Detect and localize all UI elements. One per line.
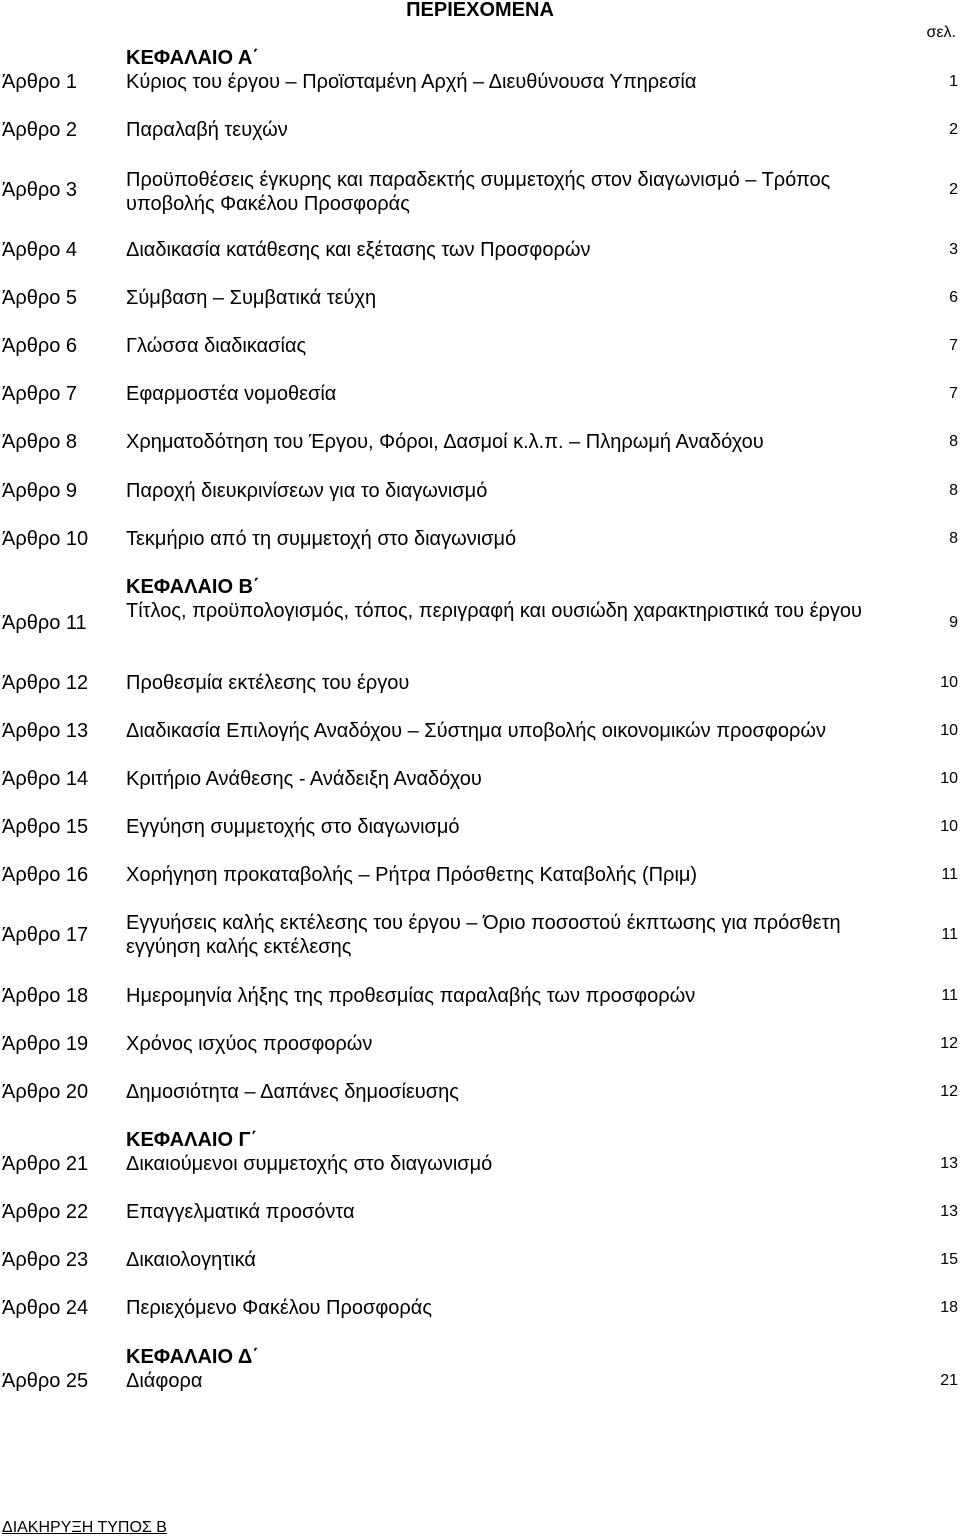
- entry-title: Προθεσμία εκτέλεσης του έργου: [126, 672, 410, 694]
- chapter-heading-b: ΚΕΦΑΛΑΙΟ Β΄: [126, 576, 260, 598]
- entry-title: Δικαιολογητικά: [126, 1249, 256, 1271]
- chapter-heading-d: ΚΕΦΑΛΑΙΟ Δ΄: [126, 1346, 259, 1368]
- article-number: Άρθρο 15: [2, 816, 89, 838]
- page-number: 2: [949, 181, 958, 198]
- entry-title: Κριτήριο Ανάθεσης - Ανάδειξη Αναδόχου: [126, 768, 482, 790]
- article-number: Άρθρο 17: [2, 924, 89, 946]
- entry-title: Κύριος του έργου – Προϊσταμένη Αρχή – Διευθύνουσα Υπηρεσία: [126, 71, 697, 93]
- page-number: 6: [949, 289, 958, 306]
- page-number: 13: [940, 1203, 958, 1220]
- article-number: Άρθρο 11: [2, 612, 87, 634]
- entry-title: Παροχή διευκρινίσεων για το διαγωνισμό: [126, 480, 488, 502]
- page-number: 7: [949, 337, 958, 354]
- article-number: Άρθρο 7: [2, 383, 78, 405]
- entry-title: Γλώσσα διαδικασίας: [126, 335, 307, 357]
- document-footer: ΔΙΑΚΗΡΥΞΗ ΤΥΠΟΣ Β: [2, 1519, 167, 1536]
- page-number: 10: [940, 770, 958, 787]
- entry-title: Χρηματοδότηση του Έργου, Φόροι, Δασμοί κ.λ.π. – Πληρωμή Αναδόχου: [126, 431, 764, 453]
- article-number: Άρθρο 12: [2, 672, 89, 694]
- page-number: 11: [941, 926, 958, 943]
- entry-title: Προϋποθέσεις έγκυρης και παραδεκτής συμμετοχής στον διαγωνισμό – Τρόπος υποβολής Φακέλου Προσφοράς: [126, 169, 831, 215]
- page-number: 11: [941, 987, 958, 1004]
- article-number: Άρθρο 21: [2, 1153, 89, 1175]
- entry-title: Παραλαβή τευχών: [126, 119, 288, 141]
- article-number: Άρθρο 9: [2, 480, 78, 502]
- page-title: ΠΕΡΙΕΧΟΜΕΝΑ: [406, 0, 554, 21]
- page-number: 18: [940, 1299, 958, 1316]
- toc-entry-1: [126, 46, 886, 94]
- page-number: 11: [941, 866, 958, 883]
- entry-title: Χρόνος ισχύος προσφορών: [126, 1033, 373, 1055]
- entry-title: Εφαρμοστέα νομοθεσία: [126, 383, 337, 405]
- entry-title: Δημοσιότητα – Δαπάνες δημοσίευσης: [126, 1081, 459, 1103]
- article-number: Άρθρο 6: [2, 335, 78, 357]
- article-number: Άρθρο 24: [2, 1297, 89, 1319]
- page-number: 10: [940, 722, 958, 739]
- page-number: 10: [940, 674, 958, 691]
- article-number: Άρθρο 25: [2, 1370, 89, 1392]
- article-number: Άρθρο 18: [2, 985, 89, 1007]
- page-number: 7: [949, 385, 958, 402]
- page-number: 8: [949, 433, 958, 450]
- page-column-header: σελ.: [926, 24, 956, 41]
- article-number: Άρθρο 23: [2, 1249, 89, 1271]
- chapter-heading-c: ΚΕΦΑΛΑΙΟ Γ΄: [126, 1129, 258, 1151]
- page-number: 8: [949, 482, 958, 499]
- article-number: Άρθρο 2: [2, 119, 78, 141]
- toc-entry-11: [126, 575, 886, 623]
- entry-title: Επαγγελματικά προσόντα: [126, 1201, 355, 1223]
- entry-title: Δικαιούμενοι συμμετοχής στο διαγωνισμό: [126, 1153, 493, 1175]
- page-number: 15: [940, 1251, 958, 1268]
- article-number: Άρθρο 1: [2, 71, 78, 93]
- entry-title: Ημερομηνία λήξης της προθεσμίας παραλαβής των προσφορών: [126, 985, 696, 1007]
- article-number: Άρθρο 22: [2, 1201, 89, 1223]
- page-number: 1: [949, 73, 958, 90]
- entry-title: Εγγυήσεις καλής εκτέλεσης του έργου – Όριο ποσοστού έκπτωσης για πρόσθετη εγγύηση καλής εκτέλεσης: [126, 912, 841, 958]
- entry-title: Εγγύηση συμμετοχής στο διαγωνισμό: [126, 816, 460, 838]
- entry-title: Χορήγηση προκαταβολής – Ρήτρα Πρόσθετης Καταβολής (Πριμ): [126, 864, 698, 886]
- page-number: 21: [940, 1372, 958, 1389]
- entry-title: Διαδικασία κατάθεσης και εξέτασης των Προσφορών: [126, 239, 591, 261]
- article-number: Άρθρο 3: [2, 179, 78, 201]
- toc-entry-25: [126, 1345, 886, 1393]
- article-number: Άρθρο 14: [2, 768, 89, 790]
- page-number: 10: [940, 818, 958, 835]
- page-number: 8: [949, 530, 958, 547]
- entry-title: Διάφορα: [126, 1370, 203, 1392]
- article-number: Άρθρο 4: [2, 239, 78, 261]
- article-number: Άρθρο 8: [2, 431, 78, 453]
- page-number: 12: [940, 1083, 958, 1100]
- entry-title: Τεκμήριο από τη συμμετοχή στο διαγωνισμό: [126, 528, 517, 550]
- article-number: Άρθρο 19: [2, 1033, 89, 1055]
- entry-title: Διαδικασία Επιλογής Αναδόχου – Σύστημα υποβολής οικονομικών προσφορών: [126, 720, 826, 742]
- article-number: Άρθρο 13: [2, 720, 89, 742]
- toc-entry-21: [126, 1128, 886, 1176]
- article-number: Άρθρο 5: [2, 287, 78, 309]
- page-number: 3: [949, 241, 958, 258]
- page-number: 12: [940, 1035, 958, 1052]
- article-number: Άρθρο 16: [2, 864, 89, 886]
- entry-title: Περιεχόμενο Φακέλου Προσφοράς: [126, 1297, 433, 1319]
- chapter-heading-a: ΚΕΦΑΛΑΙΟ Α΄: [126, 47, 259, 69]
- entry-title: Σύμβαση – Συμβατικά τεύχη: [126, 287, 377, 309]
- page-number: 13: [940, 1155, 958, 1172]
- page-number: 9: [949, 614, 958, 631]
- article-number: Άρθρο 10: [2, 528, 89, 550]
- entry-title: Τίτλος, προϋπολογισμός, τόπος, περιγραφή και ουσιώδη χαρακτηριστικά του έργου: [126, 600, 862, 622]
- page-number: 2: [949, 121, 958, 138]
- article-number: Άρθρο 20: [2, 1081, 89, 1103]
